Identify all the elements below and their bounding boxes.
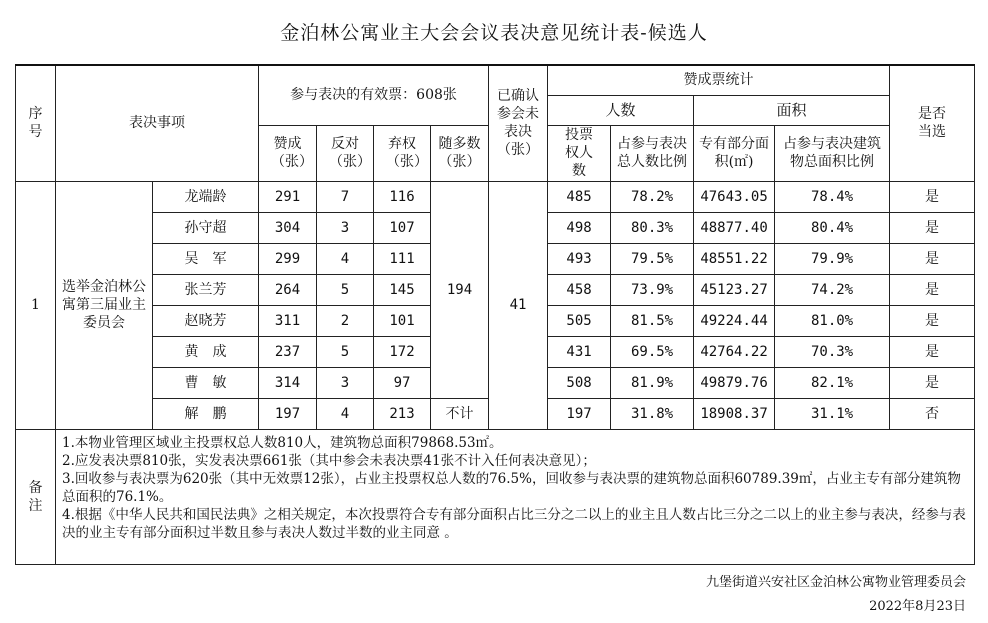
candidate-name: 吴 军	[153, 243, 259, 274]
area-ratio: 70.3%	[775, 336, 890, 367]
header-approve-stats: 赞成票统计	[548, 65, 890, 95]
abstain-count: 213	[374, 398, 431, 429]
remark-line: 3.回收参与表决票为620张（其中无效票12张），占业主投票权总人数的76.5%，回收参与表决票的建筑物总面积60789.39㎡，占业主专有部分建筑物总面积的76.1%。	[62, 470, 961, 505]
approve-count: 264	[259, 274, 317, 305]
abstain-count: 145	[374, 274, 431, 305]
approve-count: 304	[259, 212, 317, 243]
approve-count: 299	[259, 243, 317, 274]
oppose-count: 5	[317, 336, 374, 367]
follow-majority-not-counted: 不计	[431, 398, 489, 429]
exclusive-area: 45123.27	[694, 274, 775, 305]
exclusive-area: 49879.76	[694, 367, 775, 398]
table-row	[16, 181, 975, 212]
abstain-count: 172	[374, 336, 431, 367]
abstain-count: 116	[374, 181, 431, 212]
oppose-count: 3	[317, 367, 374, 398]
candidate-name: 曹 敏	[153, 367, 259, 398]
candidate-name: 孙守超	[153, 212, 259, 243]
people-ratio: 78.2%	[611, 181, 694, 212]
elected-flag: 是	[890, 181, 975, 212]
header-item: 表决事项	[56, 65, 259, 181]
oppose-count: 7	[317, 181, 374, 212]
candidate-name: 张兰芳	[153, 274, 259, 305]
exclusive-area: 49224.44	[694, 305, 775, 336]
elected-flag: 是	[890, 336, 975, 367]
remark-line: 1.本物业管理区域业主投票权总人数810人，建筑物总面积79868.53㎡。	[62, 434, 503, 451]
abstain-count: 111	[374, 243, 431, 274]
approve-count: 197	[259, 398, 317, 429]
approve-count: 237	[259, 336, 317, 367]
approve-count: 311	[259, 305, 317, 336]
header-area-ratio: 占参与表决建筑物总面积比例	[775, 125, 890, 181]
voter-count: 505	[548, 305, 611, 336]
remarks-content	[56, 429, 975, 564]
remarks-label	[16, 429, 56, 564]
oppose-count: 3	[317, 212, 374, 243]
voter-count: 508	[548, 367, 611, 398]
confirmed-unvoted-count: 41	[489, 181, 548, 429]
exclusive-area: 47643.05	[694, 181, 775, 212]
row-item: 选举金泊林公寓第三届业主委员会	[56, 181, 153, 429]
area-ratio: 79.9%	[775, 243, 890, 274]
header-area: 面积	[694, 95, 890, 125]
people-ratio: 80.3%	[611, 212, 694, 243]
header-oppose: 反对（张）	[317, 125, 374, 181]
header-valid-votes: 参与表决的有效票：608张	[259, 65, 489, 125]
approve-count: 314	[259, 367, 317, 398]
voter-count: 485	[548, 181, 611, 212]
vote-statistics-table	[15, 64, 975, 565]
exclusive-area: 48551.22	[694, 243, 775, 274]
header-confirmed-unvoted: 已确认参会未表决（张）	[489, 65, 548, 181]
oppose-count: 4	[317, 398, 374, 429]
follow-majority-count: 194	[431, 181, 489, 398]
candidate-name: 解 鹏	[153, 398, 259, 429]
oppose-count: 2	[317, 305, 374, 336]
elected-flag: 是	[890, 367, 975, 398]
remark-line: 2.应发表决票810张，实发表决票661张（其中参会未表决票41张不计入任何表决意见）；	[62, 452, 596, 469]
people-ratio: 73.9%	[611, 274, 694, 305]
header-row-1	[16, 65, 975, 95]
exclusive-area: 42764.22	[694, 336, 775, 367]
header-follow-majority: 随多数（张）	[431, 125, 489, 181]
voter-count: 458	[548, 274, 611, 305]
elected-flag: 是	[890, 274, 975, 305]
area-ratio: 78.4%	[775, 181, 890, 212]
elected-flag: 是	[890, 243, 975, 274]
signature-org: 九堡街道兴安社区金泊林公寓物业管理委员会	[705, 575, 966, 590]
area-ratio: 80.4%	[775, 212, 890, 243]
header-people: 人数	[548, 95, 694, 125]
abstain-count: 107	[374, 212, 431, 243]
people-ratio: 69.5%	[611, 336, 694, 367]
elected-flag: 是	[890, 305, 975, 336]
candidate-name: 赵晓芳	[153, 305, 259, 336]
oppose-count: 4	[317, 243, 374, 274]
people-ratio: 31.8%	[611, 398, 694, 429]
header-voter-count: 投票权人数	[548, 125, 611, 181]
remarks-row	[16, 429, 975, 564]
people-ratio: 79.5%	[611, 243, 694, 274]
area-ratio: 81.0%	[775, 305, 890, 336]
candidate-name: 龙端龄	[153, 181, 259, 212]
area-ratio: 74.2%	[775, 274, 890, 305]
abstain-count: 97	[374, 367, 431, 398]
header-abstain: 弃权（张）	[374, 125, 431, 181]
exclusive-area: 48877.40	[694, 212, 775, 243]
remark-line: 4.根据《中华人民共和国民法典》之相关规定，本次投票符合专有部分面积占比三分之二以上的业主且人数占比三分之二以上的业主参与表决，经参与表决的业主专有部分面积过半数且参与表决人数过半数的业主同意 。	[62, 506, 966, 541]
candidate-name: 黄 成	[153, 336, 259, 367]
exclusive-area: 18908.37	[694, 398, 775, 429]
elected-flag: 否	[890, 398, 975, 429]
area-ratio: 82.1%	[775, 367, 890, 398]
remarks-label-text: 备注	[28, 479, 43, 514]
oppose-count: 5	[317, 274, 374, 305]
people-ratio: 81.9%	[611, 367, 694, 398]
header-elected: 是否当选	[890, 65, 975, 181]
header-seq: 序号	[16, 65, 56, 181]
header-approve: 赞成（张）	[259, 125, 317, 181]
header-people-ratio: 占参与表决总人数比例	[611, 125, 694, 181]
approve-count: 291	[259, 181, 317, 212]
voter-count: 431	[548, 336, 611, 367]
area-ratio: 31.1%	[775, 398, 890, 429]
voter-count: 498	[548, 212, 611, 243]
people-ratio: 81.5%	[611, 305, 694, 336]
elected-flag: 是	[890, 212, 975, 243]
voter-count: 197	[548, 398, 611, 429]
abstain-count: 101	[374, 305, 431, 336]
header-exclusive-area: 专有部分面积(㎡)	[694, 125, 775, 181]
voter-count: 493	[548, 243, 611, 274]
row-seq: 1	[16, 181, 56, 429]
document-title: 金泊林公寓业主大会会议表决意见统计表-候选人	[280, 22, 708, 44]
signature-date: 2022年8月23日	[869, 599, 966, 614]
